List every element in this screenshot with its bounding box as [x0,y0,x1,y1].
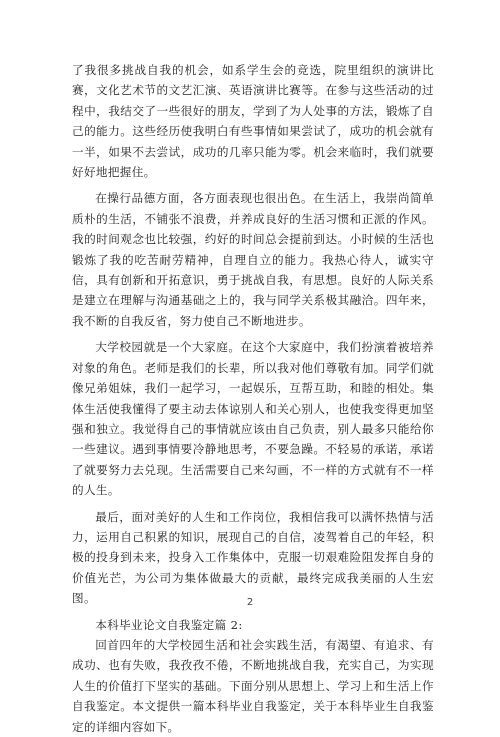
section-heading: 本科毕业论文自我鉴定篇 2: [95,617,243,632]
paragraph-review: 回首四年的大学校园生活和社会实践生活，有渴望、有追求、有成功、也有失败，我孜孜不倦，不断地挑战自我，充实自己，为实现人生的价值打下坚实的基础。下面分别从思想上、学习上和生活上作自我鉴定。本文提供一篇本科毕业自我鉴定，关于本科毕业生自我鉴定的详细内容如下。 [72,637,434,734]
paragraph-conduct: 在操行品德方面，各方面表现也很出色。在生活上，我崇尚简单质朴的生活，不铺张不浪费，并养成良好的生活习惯和正派的作风。我的时间观念也比较强，约好的时间总会提前到达。小时候的生活也锻炼了我的吃苦耐劳精神，自理自立的能力。我热心待人，诚实守信，具有创新和开拓意识，勇于挑战自我，有思想。良好的人际关系是建立在理解与沟通基础之上的，我与同学关系极其融洽。四年来，我不断的自我反省，努力使自己不断地进步。 [72,191,434,328]
paragraph-campus-family: 大学校园就是一个大家庭。在这个大家庭中，我们扮演着被培养对象的角色。老师是我们的长辈，所以我对他们尊敬有加。同学们就像兄弟姐妹，我们一起学习，一起娱乐，互帮互助，和睦的相处。集体生活使我懂得了要主动去体谅别人和关心别人，也使我变得更加坚强和独立。我觉得自己的事情就应该由自己负责，别人最多只能给你一些建议。遇到事情要冷静地思考，不要急躁。不轻易的承诺，承诺了就要努力去兑现。生活需要自己来勾画，不一样的方式就有不一样的人生。 [72,340,434,498]
paragraph-continued: 了我很多挑战自我的机会，如系学生会的竞选，院里组织的演讲比赛，文化艺术节的文艺汇演、英语演讲比赛等。在参与这些活动的过程中，我结交了一些很好的朋友，学到了为人处事的方法，锻炼了自己的能力。这些经历使我明白有些事情如果尝试了，成功的机会就有一半，如果不去尝试，成功的几率只能为零。机会来临时，我们就要好好地把握住。 [72,63,434,180]
document-body [72,60,434,737]
paragraph-conclusion: 最后，面对美好的人生和工作岗位，我相信我可以满怀热情与活力，运用自己积累的知识，展现自己的自信，凌驾着自己的年轻，积极的投身到未来，投身入工作集体中，克服一切艰难险阻发挥自身的价值光芒，为公司为集体做最大的贡献，最终完成我美丽的人生宏图。 [72,509,434,606]
page-number: 2 [246,597,254,608]
